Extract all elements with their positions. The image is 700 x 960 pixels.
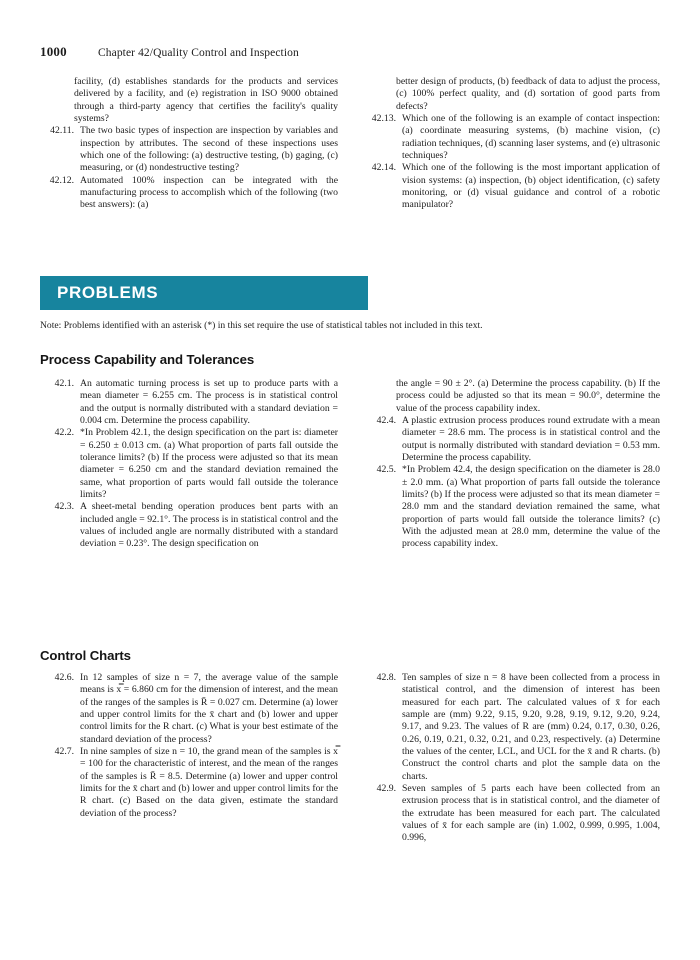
item-number: 42.3. [54, 501, 74, 513]
list-item [40, 427, 338, 501]
running-head [40, 44, 660, 62]
item-number: 42.1. [54, 378, 74, 389]
list-item [40, 125, 338, 174]
list-item [362, 415, 660, 464]
item-number: 42.8. [376, 672, 396, 683]
item-text: An automatic turning process is set up to produce parts with a mean diameter = 6.255 cm. The process is in statistical control and the output is normally distributed with a standard deviation = 0.004 cm. Determine the process capability. [80, 378, 338, 427]
problems-note: Note: Problems identified with an asterisk (*) in this set require the use of statistical tables not included in this text. [40, 320, 483, 331]
review-questions-columns [40, 76, 660, 212]
item-number: 42.2. [54, 427, 74, 439]
item-number: 42.7. [54, 746, 74, 758]
item-number: 42.12. [49, 174, 74, 186]
review-questions-right-column [362, 76, 660, 212]
item-number: 42.14. [371, 162, 396, 174]
item-text: In 12 samples of size n = 7, the average value of the sample means is x̿ = 6.860 cm for the dimension of interest, and the mean of the ranges of the samples is R̄ = 0.027 cm. Determine (a) lower and upper control limits for the x̄ chart and (b) lower and upper control limits for the R chart. (c) What is your best estimate of the standard deviation of the process? [80, 672, 338, 745]
list-item [362, 113, 660, 162]
paragraph-continuation: better design of products, (b) feedback of data to adjust the process, (c) 100% perfect quality, and (d) sortation of good parts from defects? [396, 76, 660, 112]
chapter-title: Chapter 42/Quality Control and Inspection [98, 47, 299, 59]
item-text: In nine samples of size n = 10, the grand mean of the samples is x̿ = 100 for the characteristic of interest, and the mean of the ranges of the samples is R̄ = 8.5. Determine (a) lower and upper control limits for the x̄ chart and (b) lower and upper control limits for the R chart. (c) Based on the data given, estimate the standard deviation of the process? [80, 746, 338, 819]
item-text: A sheet-metal bending operation produces bent parts with an included angle = 92.1°. The process is in statistical control and the values of included angle are normally distributed with a standard deviation = 0.23°. The design specification on [80, 501, 338, 550]
item-number: 42.5. [376, 464, 396, 476]
control-charts-right-column [362, 672, 660, 845]
list-item [362, 783, 660, 845]
item-text: The two basic types of inspection are inspection by variables and inspection by attributes. The second of these inspections uses which one of the following: (a) destructive testing, (b) gaging, (c) measuring, or (d) nondestructive testing? [80, 125, 338, 174]
list-item [362, 672, 660, 783]
item-text: Which one of the following is an example of contact inspection: (a) coordinate measuring systems, (b) machine vision, (c) radiation techniques, (d) scanning laser systems, and (e) ultrasonic techniques? [402, 113, 660, 162]
item-text: Ten samples of size n = 8 have been collected from a process in statistical control, and the dimension of interest has been measured for each part. The calculated values of x̄ for each sample are (mm) 9.22, 9.15, 9.20, 9.28, 9.19, 9.12, 9.20, 9.24, 9.17, and 9.23. The values of R are (mm) 0.24, 0.17, 0.30, 0.26, 0.26, 0.19, 0.21, 0.32, 0.21, and 0.23, respectively. (a) Determine the values of the center, LCL, and UCL for the x̄ and R charts. (b) Construct the control charts and plot the sample data on the charts. [402, 672, 660, 782]
problems-banner [40, 276, 368, 310]
list-item [40, 501, 338, 550]
item-number: 42.4. [376, 415, 396, 427]
item-number: 42.9. [376, 783, 396, 795]
control-charts-problem-columns [40, 672, 660, 845]
item-text: Which one of the following is the most important application of vision systems: (a) inspection, (b) object identification, (c) safety monitoring, or (d) visual guidance and control of a robotic manipulator? [402, 162, 660, 211]
list-item [40, 378, 338, 427]
process-capability-left-column [40, 378, 338, 551]
list-item [362, 162, 660, 211]
process-capability-right-column [362, 378, 660, 551]
list-item [40, 175, 338, 212]
process-capability-problem-columns [40, 378, 660, 551]
item-text: A plastic extrusion process produces round extrudate with a mean diameter = 28.6 mm. The process is in statistical control and the output is normally distributed with standard deviation = 0.53 mm. Determine the process capability. [402, 415, 660, 464]
item-text: *In Problem 42.1, the design specification on the part is: diameter = 6.250 ± 0.013 cm. (a) What proportion of parts fall outside the tolerance limits? (b) If the process were adjusted so that its mean diameter = 6.250 cm and the standard deviation remained the same, what proportion of parts would fall outside the tolerance limits? [80, 427, 338, 501]
item-number: 42.11. [50, 125, 74, 137]
page-number: 1000 [40, 44, 67, 59]
list-item [362, 464, 660, 550]
section-heading-process-capability: Process Capability and Tolerances [40, 352, 255, 367]
item-number: 42.13. [371, 113, 396, 125]
section-heading-control-charts: Control Charts [40, 648, 131, 663]
review-questions-left-column [40, 76, 338, 212]
item-text: Automated 100% inspection can be integrated with the manufacturing process to accomplish which of the following (two best answers): (a) [80, 174, 338, 211]
list-item [40, 672, 338, 746]
paragraph-continuation: the angle = 90 ± 2°. (a) Determine the process capability. (b) If the process could be adjusted so that its mean = 90.0°, determine the value of the process capability index. [396, 378, 660, 414]
item-text: *In Problem 42.4, the design specification on the diameter is 28.0 ± 2.0 mm. (a) What proportion of parts fall outside the tolerance limits? (b) If the process were adjusted so that its mean diameter = 28.0 mm and the standard deviation remained the same, what proportion of parts would fall outside the tolerance limits? (c) With the adjusted mean at 28.0 mm, determine the value of the process capability index. [402, 464, 660, 550]
control-charts-left-column [40, 672, 338, 845]
item-number: 42.6. [54, 672, 74, 683]
item-text: Seven samples of 5 parts each have been collected from an extrusion process that is in statistical control, and the diameter of the extrudate has been measured for each part. The calculated values of x̄ for each sample are (in) 1.002, 0.999, 0.995, 1.004, 0.996, [402, 783, 660, 844]
problems-banner-label: PROBLEMS [57, 283, 159, 302]
paragraph-continuation: facility, (d) establishes standards for the products and services delivered by a facility, and (e) registration in ISO 9000 obtained through a third-party agency that certifies the facility's quality systems? [74, 76, 338, 125]
list-item [40, 746, 338, 820]
